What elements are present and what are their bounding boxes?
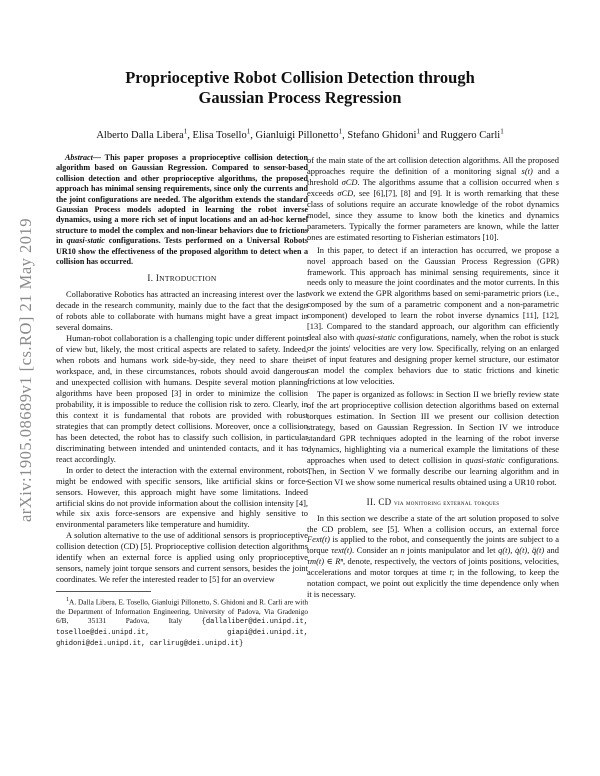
section-heading-cd: II. CD via monitoring external torques bbox=[366, 496, 500, 507]
arxiv-stamp bbox=[6, 160, 46, 580]
paragraph: The paper is organized as follows: in Section II we briefly review state of the art proprioceptive collision detection algorithms based on external torques estimation. In Section III we present our collision detection strategy, based on Gaussian Regression. In Section IV we introduce standard GPR techniques adopted in the learning of the robot inverse dynamics, highlighting via a numerical example the limitations of these approaches when used to detect collision in quasi-static configurations. Then, in Section V we formally describe our learning algorithm and in Section VI we show some numerical results obtained using a UR10 robot. bbox=[307, 389, 559, 487]
author: Ruggero Carli$^1$ bbox=[440, 127, 504, 141]
author-emails[interactable]: {dallaliber@dei.unipd.it, toselloe@dei.unipd.it, giapi@dei.unipd.it, ghidoni@dei.unipd.it, carlirug@dei.unipd.it} bbox=[56, 617, 308, 648]
paper-title bbox=[80, 68, 520, 108]
paragraph: Human-robot collaboration is a challenging topic under different points of view but, likely, the most critical aspects are related to safety. Indeed, when robots and humans work side-by-side, they need to share their workspace, and, in these circumstances, robots should avoid dangerous and unexpected collision with humans. Despite several motion planning algorithms have been proposed [3] in order to minimize the collision probability, it is impossible to reduce the collision risk to zero. Clearly, in this context it is fundamental that robots are provided with robust strategies that can promptly detect collisions. Moreover, once a collision has been detected, the robot has to classify such collision, in particular discriminating between intended and unintended contacts, and it has to react accordingly. bbox=[56, 333, 308, 464]
author: Alberto Dalla Libera$^1$, bbox=[96, 127, 193, 141]
footnote-rule bbox=[56, 591, 151, 592]
left-column bbox=[56, 153, 308, 649]
author: Elisa Tosello$^1$, bbox=[192, 127, 256, 141]
author: Stefano Ghidoni$^1$ and bbox=[347, 127, 441, 141]
right-column bbox=[307, 155, 559, 600]
author: Gianluigi Pillonetto$^1$, bbox=[255, 127, 348, 141]
paragraph: A solution alternative to the use of additional sensors is proprioceptive collision detection (CD) [5]. Proprioceptive collision detection algorithms identify when an external force is applied using only proprioceptive sensors, namely joint torque sensors and current sensors, besides the joint coordinates. We refer the interested reader to [5] for an overview bbox=[56, 530, 308, 585]
paragraph: Collaborative Robotics has attracted an increasing interest over the last decade in the research community, mainly due to the fact that the design of robots able to collaborate with humans might have a great impact in several domains. bbox=[56, 289, 308, 333]
paragraph: In this section we describe a state of the art solution proposed to solve the CD problem, see [5]. When a collision occurs, an external force Fext(t) is applied to the robot, and consequently the joints are subject to a torque τext(t). Consider an n joints manipulator and let q(t), q̇(t), q̈(t) and τm(t) ∈ Rⁿ, denote, respectively, the vectors of joints positions, velocities, accelerations and motor torques at time t; in the following, to keep the notation compact, we point out explicitly the time dependence only when it is necessary. bbox=[307, 512, 560, 600]
abstract: Abstract— This paper proposes a proprioceptive collision detection algorithm based on Gaussian Regression. Compared to sensor-based collision detection and other proprioceptive algorithms, the proposed approach has minimal sensing requirements, since only the currents and the joint configurations are needed. The algorithm extends the standard Gaussian Process models adopted in learning the robot inverse dynamics, using a more rich set of input locations and an ad-hoc kernel structure to model the complex and non-linear behaviors due to frictions in quasi-static configurations. Tests performed on a Universal Robots UR10 show the effectiveness of the proposed algorithm to detect when a collision has occurred. bbox=[56, 153, 308, 267]
section-heading-introduction: I. INTRODUCTION bbox=[147, 273, 217, 284]
paragraph: In order to detect the interaction with the external environment, robots might be endowed with specific sensors, like artificial skins or force-sensors. However, this approach might have some limitations. Indeed artificial skins do not provide information about the collision intensity [4], while six axis force-sensors are expensive and highly sensitive to environmental parameters like temperature and humidity. bbox=[56, 464, 308, 530]
title-line-2: Gaussian Process Regression bbox=[198, 88, 402, 107]
author-list bbox=[60, 127, 540, 141]
paragraph: of the main state of the art collision detection algorithms. All the proposed approaches require the definition of a monitoring signal s(t) and a threshold σCD. The algorithms assume that a collision occurred when s exceeds σCD, see [6],[7], [8] and [9]. It is worth remarking that these class of solutions require an accurate knowledge of the robot dynamics model, since they assume to know both the kinetics and dynamics parameters. Typically the former parameters are known, while the latter ones are estimated resorting to Fisherian estimators [10]. bbox=[307, 155, 560, 242]
arxiv-id-text[interactable]: arXiv:1905.08689v1 [cs.RO] 21 May 2019 bbox=[16, 217, 35, 523]
affiliation-footnote: $^1$A. Dalla Libera, E. Tosello, Gianluigi Pillonetto, S. Ghidoni and R. Carli are with the Department of Information Engineering, University of Padova, Via Gradenigo 6/B, 35131 Padova, Italy {dallaliber@dei.unipd.it, toselloe@dei.unipd.it, giapi@dei.unipd.it, ghidoni@dei.unipd.it, carlirug@dei.unipd.it} bbox=[56, 597, 308, 648]
title-line-1: Proprioceptive Robot Collision Detection through bbox=[125, 68, 475, 87]
paragraph: In this paper, to detect if an interaction has occurred, we propose a novel approach based on the Gaussian Process Regression (GPR) framework. This approach has minimal sensing requirements, since it needs only to measure the joint coordinates and the motor currents. In this work we extend the GPR algorithms based on semi-parametric priors (i.e., composed by the sum of a parametric component and a non-parametric component) developed to learn the robot inverse dynamics [11], [12], [13]. Compared to the standard approach, our algorithm can efficiently deal also with quasi-static configurations, namely, when the robot is stuck or the joints' velocities are very low. Specifically, relying on an enlarged set of input features and designing proper kernel structure, our estimator can model the complex behaviors due to static frictions and kinetic frictions at low velocities. bbox=[307, 244, 559, 387]
